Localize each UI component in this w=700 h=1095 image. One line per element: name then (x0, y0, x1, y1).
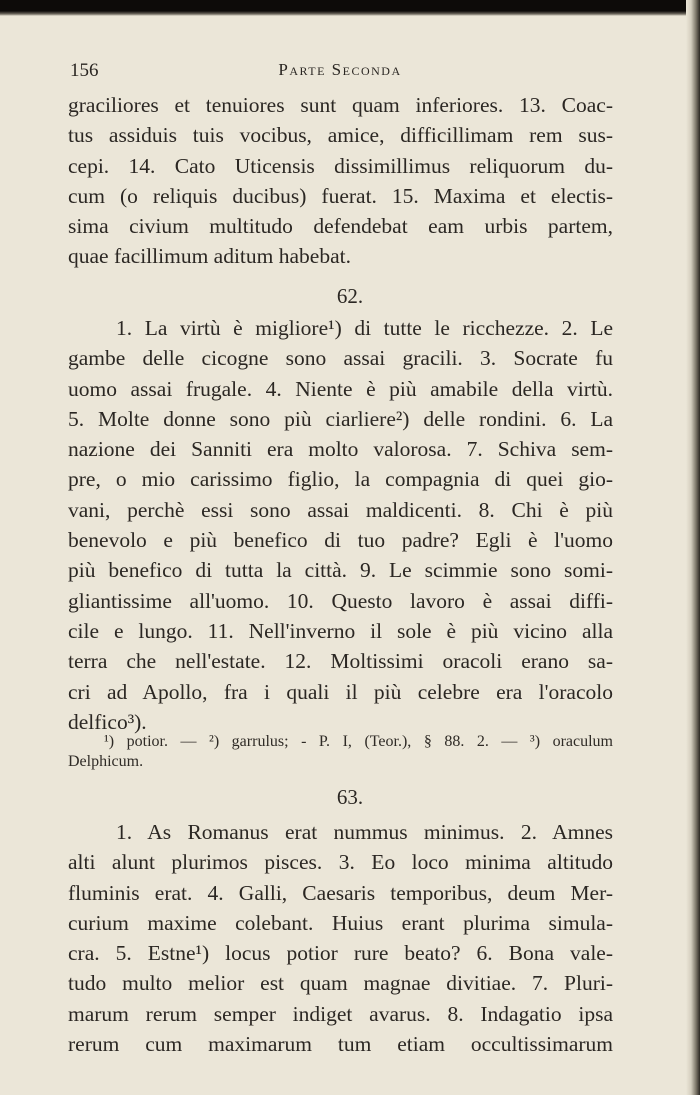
text-line: cile e lungo. 11. Nell'inverno il sole è più vicino alla (68, 618, 613, 643)
text-line: tudo multo melior est quam magnae divitiae. 7. Pluri- (68, 971, 613, 996)
section-63-title: 63. (336, 785, 364, 809)
text-line: uomo assai frugale. 4. Niente è più amabile della virtù. (68, 376, 613, 401)
page-header (70, 60, 610, 86)
page-right-edge (686, 0, 700, 1095)
section-62-footnotes (68, 732, 613, 772)
text-line: marum rerum semper indiget avarus. 8. Indagatio ipsa (68, 1001, 613, 1026)
text-line: più benefico di tutta la città. 9. Le scimmie sono somi- (68, 558, 613, 583)
text-line: fluminis erat. 4. Galli, Caesaris temporibus, deum Mer- (68, 880, 613, 905)
text-line: nazione dei Sanniti era molto valorosa. 7. Schiva sem- (68, 437, 613, 462)
page-number: 156 (70, 60, 99, 81)
section-62-title: 62. (336, 284, 364, 308)
text-line: 5. Molte donne sono più ciarliere²) delle rondini. 6. La (68, 406, 613, 431)
page-top-shadow (0, 0, 700, 16)
running-title-initial-2: S (331, 60, 343, 79)
text-line: rerum cum maximarum tum etiam occultissimarum (68, 1032, 613, 1057)
text-line: pre, o mio carissimo figlio, la compagnia di quei gio- (68, 467, 613, 492)
text-line: cum (o reliquis ducibus) fuerat. 15. Maxima et electis- (68, 183, 613, 208)
text-line: gliantissime all'uomo. 10. Questo lavoro è assai diffi- (68, 588, 613, 613)
text-line: delfico³). (68, 709, 147, 734)
text-line: alti alunt plurimos pisces. 3. Eo loco minima altitudo (68, 850, 613, 875)
text-line: terra che nell'estate. 12. Moltissimi oracoli erano sa- (68, 649, 613, 674)
text-line: vani, perchè essi sono assai maldicenti. 8. Chi è più (68, 497, 613, 522)
running-title-rest-2: econda (342, 60, 402, 79)
text-line: 1. La virtù è migliore¹) di tutte le ricchezze. 2. Le (116, 316, 613, 340)
text-line: 1. As Romanus erat nummus minimus. 2. Amnes (116, 820, 613, 844)
running-title-rest-1: arte (289, 60, 332, 79)
section-62-body (68, 313, 613, 737)
running-title-initial-1: P (278, 60, 290, 79)
text-line: benevolo e più benefico di tuo padre? Egli è l'uomo (68, 528, 613, 553)
text-line: quae facillimum aditum habebat. (68, 244, 351, 269)
text-line: graciliores et tenuiores sunt quam inferiores. 13. Coac- (68, 93, 613, 117)
text-line: gambe delle cicogne sono assai gracili. 3. Socrate fu (68, 346, 613, 371)
text-line: tus assiduis tuis vocibus, amice, difficillimam rem sus- (68, 123, 613, 148)
text-line: cepi. 14. Cato Uticensis dissimillimus reliquorum du- (68, 153, 613, 178)
footnote-line: Delphicum. (68, 753, 144, 770)
section-63-body (68, 817, 613, 1059)
intro-paragraph (68, 90, 613, 272)
text-line: cri ad Apollo, fra i quali il più celebre era l'oracolo (68, 679, 613, 704)
footnote-line: ¹) potior. — ²) garrulus; - P. I, (Teor.), § 88. 2. — ³) oraculum (104, 733, 613, 750)
text-line: curium maxime colebant. Huius erant plurima simula- (68, 910, 613, 935)
running-title (70, 60, 610, 80)
text-line: sima civium multitudo defendebat eam urbis partem, (68, 214, 613, 239)
text-line: cra. 5. Estne¹) locus potior rure beato? 6. Bona vale- (68, 941, 613, 966)
